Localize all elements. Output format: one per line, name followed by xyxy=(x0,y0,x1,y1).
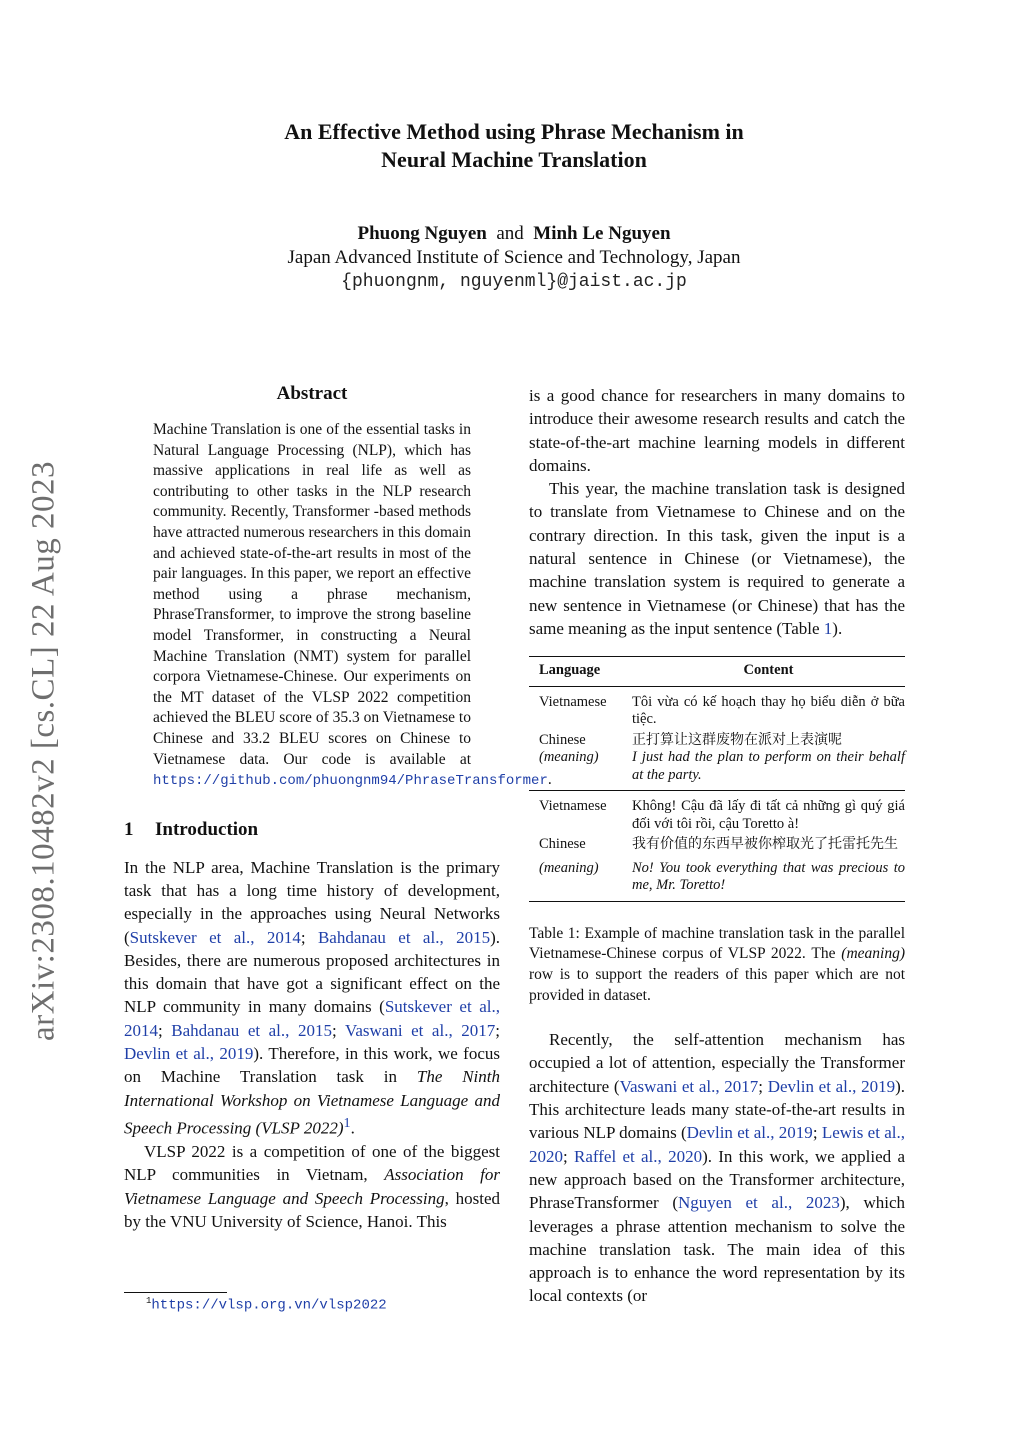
text-span: ; xyxy=(331,1020,345,1040)
title-line-2: Neural Machine Translation xyxy=(381,147,647,172)
text-span: ; xyxy=(758,1076,768,1096)
footnote xyxy=(146,1296,387,1314)
affiliation: Japan Advanced Institute of Science and Technology, Japan xyxy=(287,247,741,268)
example-table xyxy=(529,656,905,902)
text-span: ; xyxy=(300,927,318,947)
right-column xyxy=(529,384,905,1308)
text-span: ). xyxy=(832,618,843,638)
section-heading-introduction xyxy=(124,818,500,842)
paper-title xyxy=(180,118,848,174)
text-span: . xyxy=(350,1118,355,1138)
author-block xyxy=(180,222,848,294)
table-cell-language: Vietnamese xyxy=(539,798,607,815)
right-paragraph-1: is a good chance for researchers in many domains to introduce their awesome research results and catch the state-of-the-art machine learning models in different domains. xyxy=(529,386,905,475)
section-title: Introduction xyxy=(155,818,259,840)
right-paragraph-2 xyxy=(529,477,905,640)
table-cell-content: No! You took everything that was precious to me, Mr. Toretto! xyxy=(632,854,905,902)
left-column xyxy=(124,380,552,1233)
text-span: ). In this work, we applied a new approach based on the Transformer architecture, PhraseTransformer ( xyxy=(529,1146,905,1213)
title-line-1: An Effective Method using Phrase Mechanism in xyxy=(284,119,744,144)
table-cell-language: (meaning) xyxy=(529,749,632,791)
right-paragraph-3 xyxy=(529,1028,905,1308)
association-name: Association for Vietnamese Language and Speech Processing xyxy=(124,1165,501,1208)
text-span: VLSP 2022 is a competition of one of the biggest NLP communities in Vietnam, xyxy=(124,1141,500,1185)
abstract-text: Machine Translation is one of the essential tasks in Natural Language Processing (NLP), which has massive applications in real life as well as contributing to other tasks in the NLP research community. Recently, Transformer -based methods have attracted numerous researchers in this domain and achieved state-of-the-art results in most of the pair languages. In this paper, we report an effective method using a phrase mechanism, PhraseTransformer, to improve the strong baseline model Transformer, in constructing a Neural Machine Translation (NMT) system for parallel corpora Vietnamese-Chinese. Our experiments on the MT dataset of the VLSP 2022 competition achieved the BLEU score of 35.3 on Vietnamese to Chinese and 33.2 BLEU scores on Chinese to Vietnamese data. Our code is available at xyxy=(153,421,471,768)
table-cell-language: Vietnamese xyxy=(539,693,607,710)
text-span: ), which leverages a phrase attention mechanism to solve the machine translation task. The main idea of this approach is to enhance the word representation by its local contexts (or xyxy=(529,1193,905,1306)
author-and: and xyxy=(496,223,524,244)
text-span: ; xyxy=(563,1146,575,1166)
table-caption xyxy=(529,924,905,1006)
table-row xyxy=(529,686,905,729)
table-row xyxy=(529,854,905,902)
intro-paragraph-1 xyxy=(124,856,500,1140)
citation-link[interactable]: Nguyen et al., 2023 xyxy=(678,1193,840,1213)
citation-link[interactable]: Devlin et al., 2019 xyxy=(767,1076,896,1096)
footnote-rule xyxy=(124,1292,227,1293)
table-row xyxy=(529,729,905,750)
table-ref-link[interactable]: 1 xyxy=(823,618,833,638)
table-cell-content: I just had the plan to perform on their behalf at the party. xyxy=(632,749,905,791)
text-span: ; xyxy=(158,1020,172,1040)
table-header-row xyxy=(529,657,905,687)
text-span: ). Therefore, in this work, we focus on Machine Translation task in xyxy=(124,1044,500,1087)
citation-link[interactable]: Sutskever et al., 2014 xyxy=(124,997,500,1040)
footnote-url-link[interactable]: https://vlsp.org.vn/vlsp2022 xyxy=(151,1297,387,1314)
code-url-link[interactable]: https://github.com/phuongnm94/PhraseTransformer xyxy=(153,773,548,790)
citation-link[interactable]: Vaswani et al., 2017 xyxy=(344,1020,496,1040)
table-cell-content: Tôi vừa có kế hoạch thay họ biểu diễn ở bữa tiệc. xyxy=(632,693,905,728)
author-names xyxy=(180,222,848,246)
text-span: ; xyxy=(495,1020,500,1040)
table-cell-content: 我有价值的东西早被你榨取光了托雷托先生 xyxy=(632,836,898,853)
arxiv-stamp xyxy=(20,446,68,1056)
text-span: ; xyxy=(812,1123,822,1143)
author-1: Phuong Nguyen xyxy=(357,223,487,244)
citation-link[interactable]: Sutskever et al., 2014 xyxy=(129,927,301,947)
column-header-content: Content xyxy=(632,657,905,687)
arxiv-stamp-text: arXiv:2308.10482v2 [cs.CL] 22 Aug 2023 xyxy=(25,461,62,1041)
column-header-language: Language xyxy=(529,657,632,687)
intro-paragraph-2 xyxy=(124,1140,500,1233)
text-span: Recently, the self-attention mechanism has occupied a lot of attention, especially the Transformer architecture ( xyxy=(529,1030,905,1096)
table-cell-language: Chinese xyxy=(539,836,586,853)
table-row xyxy=(529,749,905,791)
citation-link[interactable]: Raffel et al., 2020 xyxy=(574,1146,703,1166)
table-cell-language: (meaning) xyxy=(529,854,632,902)
table-row xyxy=(529,791,905,834)
text-span: , hosted by the VNU University of Science, Hanoi. This xyxy=(124,1188,500,1231)
citation-link[interactable]: Bahdanau et al., 2015 xyxy=(171,1020,332,1040)
workshop-name: The Ninth International Workshop on Vietnamese Language and Speech Processing (VLSP 2022) xyxy=(124,1067,500,1138)
abstract-heading: Abstract xyxy=(276,383,348,404)
text-span: In the NLP area, Machine Translation is the primary task that has a long time history of development, especially in the approaches using Neural Networks ( xyxy=(124,857,500,947)
citation-link[interactable]: Vaswani et al., 2017 xyxy=(619,1076,759,1096)
text-span: Table 1: Example of machine translation task in the parallel Vietnamese-Chinese corpus of VLSP 2022. The xyxy=(529,924,905,963)
text-span: (meaning) xyxy=(841,945,905,963)
footnote-ref[interactable]: 1 xyxy=(343,1114,351,1131)
citation-link[interactable]: Bahdanau et al., 2015 xyxy=(317,927,491,947)
table-cell-language: Chinese xyxy=(539,731,586,748)
table-cell-content: 正打算让这群废物在派对上表演呢 xyxy=(632,731,842,748)
text-span: ). This architecture leads many state-of-the-art results in various NLP domains ( xyxy=(529,1076,905,1143)
author-email: {phuongnm, nguyenml}@jaist.ac.jp xyxy=(341,272,687,292)
section-number: 1 xyxy=(124,818,134,840)
citation-link[interactable]: Lewis et al., 2020 xyxy=(529,1123,905,1166)
text-span: This year, the machine translation task is designed to translate from Vietnamese to Chinese and on the contrary direction. In this task, given the input is a natural sentence in Chinese (or Vietnamese), the machine translation system is required to generate a new sentence in Vietnamese (or Chinese) that has the same meaning as the input sentence (Table xyxy=(529,479,905,638)
footnote-mark: 1 xyxy=(146,1296,152,1306)
abstract-end: . xyxy=(547,771,552,789)
author-2: Minh Le Nguyen xyxy=(533,223,671,244)
citation-link[interactable]: Devlin et al., 2019 xyxy=(686,1123,813,1143)
text-span: ). Besides, there are numerous proposed architectures in this domain that have got a significant effect on the NLP community in many domains ( xyxy=(124,927,500,1017)
abstract-body xyxy=(153,420,552,792)
text-span: row is to support the readers of this paper which are not provided in dataset. xyxy=(529,965,905,1004)
citation-link[interactable]: Devlin et al., 2019 xyxy=(124,1044,254,1064)
table-cell-content: Không! Cậu đã lấy đi tất cả những gì quý giá đối với tôi rồi, cậu Toretto à! xyxy=(632,798,905,832)
table-row xyxy=(529,833,905,854)
